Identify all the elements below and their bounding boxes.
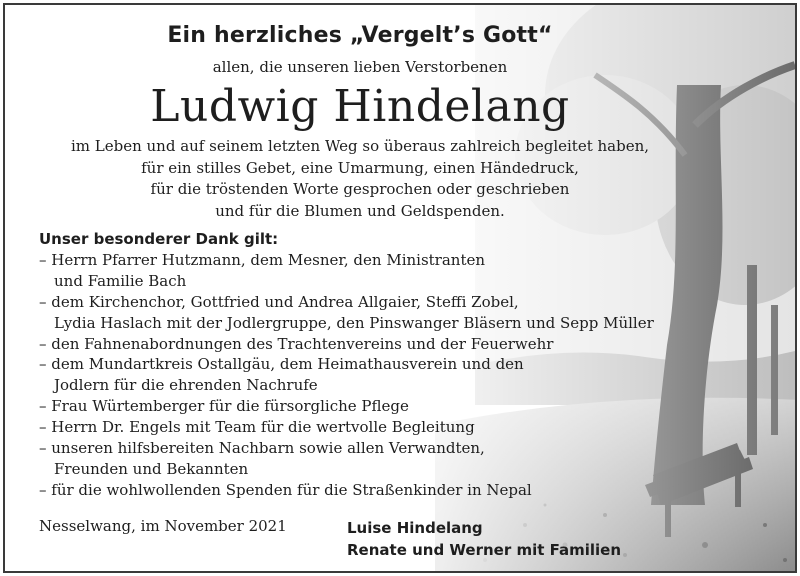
list-item-continuation: Lydia Haslach mit der Jodlergruppe, den Pinswanger Bläsern und Sepp Müller	[54, 313, 654, 332]
deceased-name: Ludwig Hindelang	[150, 81, 570, 132]
list-item-continuation: Freunden und Bekannten	[54, 459, 249, 478]
list-item: – Herrn Pfarrer Hutzmann, dem Mesner, den Ministranten	[39, 250, 486, 269]
list-item: – Frau Würtemberger für die fürsorgliche Pflege	[39, 397, 409, 416]
thanks-paragraph	[65, 136, 655, 222]
thanks-line: im Leben und auf seinem letzten Weg so überaus zahlreich begleitet haben,	[70, 137, 650, 155]
list-item: – für die wohlwollenden Spenden für die Straßenkinder in Nepal	[39, 480, 532, 499]
list-item: – dem Kirchenchor, Gottfried und Andrea Allgaier, Steffi Zobel,	[39, 292, 519, 311]
list-item-continuation: Jodlern für die ehrenden Nachrufe	[54, 376, 318, 395]
place-date: Nesselwang, im November 2021	[39, 517, 287, 535]
special-thanks-list	[39, 229, 739, 501]
subline: allen, die unseren lieben Verstorbenen	[212, 58, 508, 76]
headline: Ein herzliches „Vergelt’s Gott“	[167, 23, 553, 48]
signatory: Luise Hindelang	[347, 519, 483, 537]
list-item: – dem Mundartkreis Ostallgäu, dem Heimathausverein und den	[39, 355, 524, 374]
obituary-card	[3, 3, 797, 573]
thanks-line: für ein stilles Gebet, eine Umarmung, einen Händedruck,	[141, 158, 579, 177]
list-item-continuation: und Familie Bach	[54, 271, 187, 290]
signatory: Renate und Werner mit Familien	[347, 541, 622, 559]
list-item: – unseren hilfsbereiten Nachbarn sowie allen Verwandten,	[39, 439, 485, 458]
thanks-line: und für die Blumen und Geldspenden.	[215, 201, 505, 220]
special-thanks-heading: Unser besonderer Dank gilt:	[39, 230, 279, 248]
thanks-line: für die tröstenden Worte gesprochen oder geschrieben	[150, 180, 570, 199]
signatories	[347, 517, 621, 561]
list-item: – den Fahnenabordnungen des Trachtenvereins und der Feuerwehr	[39, 334, 554, 353]
list-item: – Herrn Dr. Engels mit Team für die wertvolle Begleitung	[39, 418, 475, 437]
